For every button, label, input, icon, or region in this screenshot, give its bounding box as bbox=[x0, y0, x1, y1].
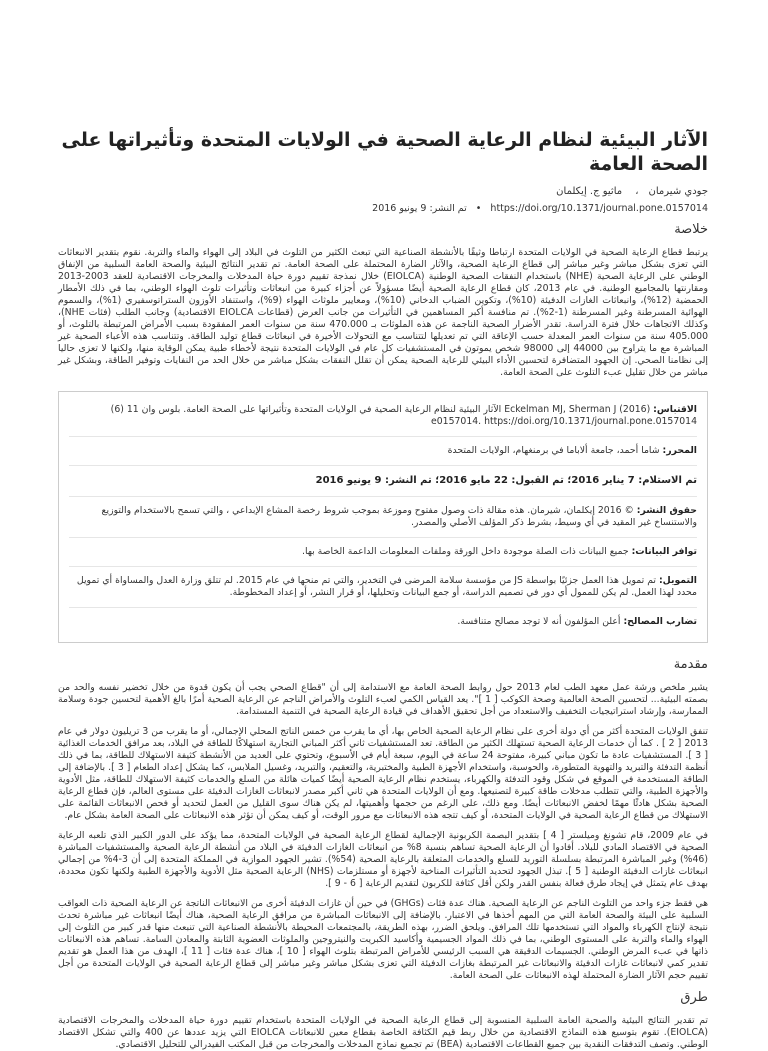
citation-row bbox=[69, 400, 697, 437]
abstract-text: يرتبط قطاع الرعاية الصحية في الولايات المتحدة ارتباطا وثيقًا بالأنشطة الصناعية التي تبعث الكثير من التلوث في البلاد إلى الهواء والماء والتربة. نقوم بتقدير الانبعاثات التي تعزى بشكل مباشر وغير مباشر إلى قطاع الرعاية الصحية، والآثار الضارة المحتملة على الصحة العامة. تم تقدير النتائج البيئية والصحة العامة السلبية من الإنفاق الوطني على الرعاية الصحية (NHE) باستخدام النفقات الصحية الوطنية (EIOLCA) خلال نمذجة تقييم دورة حياة المدخلات والمخرجات الاقتصادية للعقد 2003-2013 ومقارنتها بالمجاميع الوطنية. في عام 2013، كان قطاع الرعاية الصحية أيضًا مسؤولاً عن أجزاء كبيرة من انبعاثات وتأثيرات تلوث الهواء الوطني، بما في ذلك الأمطار الحمضية (12%)، وانبعاثات الغازات الدفيئة (10%)، وتكوين الضباب الدخاني (10%)، ومعايير ملوثات الهواء (9%)، واستنفاد الأوزون الستراتوسفيري (1%)، والسموم الهوائية المسرطنة وغير المسرطنة (1-2%). تم منافسة أكبر المساهمين في التأثيرات من جانب العرض (قطاعات EIOLCA الاقتصادية) وجانب الطلب (فئات NHE)، وكذلك الاتجاهات خلال فترة الدراسة. تقدر الأضرار الصحية الناجمة عن هذه الملوثات بـ 470.000 سنة من سنوات العمر المفقودة بسبب الأمراض المرتبطة بالتلوث، أو 405.000 سنة من سنوات العمر المعدلة حسب الإعاقة التي تم تعديلها لتتناسب مع التحولات الأخيرة في انبعاثات قطاع توليد الطاقة. وتتناسب هذه الأعباء الصحية غير المباشرة مع ما يتراوح بين 44000 إلى 98000 شخص يموتون في المستشفيات كل عام في الولايات المتحدة نتيجة لأخطاء طبية يمكن الوقاية منها، ولكنها لا تعزى حاليا إلى نظامنا الصحي. إن الجهود المتضافرة لتحسين الأداء البيئي للرعاية الصحية يمكن أن تقلل النفقات بشكل مباشر من خلال الحد من النفايات وتوفير الطاقة، وبشكل غير مباشر من خلال تقليل عبء التلوث على الصحة العامة. bbox=[58, 247, 708, 378]
funding-label: التمويل: bbox=[658, 575, 697, 586]
article-info-box bbox=[58, 391, 708, 643]
dates-row bbox=[69, 470, 697, 497]
introduction-paragraph: يشير ملخص ورشة عمل معهد الطب لعام 2013 حول روابط الصحة العامة مع الاستدامة إلى أن "قطاع الصحي يجب أن يكون قدوة من خلال تخضير نفسه والحد من بصمته البيئية... لتحسين الصحة العالمية وصحة الكوكب [ 1 ]". يعد القياس الكمي لعبء التلوث والأمراض الناجم عن الرعاية الصحية أمرًا بالغ الأهمية لتحسين جودة وسلامة الممارسة، وإرشاد استراتيجيات التخفيف والاستعداد من أجل تحقيق الأهداف في قيادة الرعاية الصحية في التنمية المستدامة. bbox=[58, 682, 708, 717]
copyright-text: © 2016 إيكلمان، شيرمان. هذه مقالة ذات وصول مفتوح وموزعة بموجب شروط رخصة المشاع الإبداعي ، والتي تسمح بالاستخدام والتوزيع والاستنساخ غير المقيد في أي وسيط، بشرط ذكر المؤلف الأصلي والمصدر. bbox=[101, 505, 697, 528]
citation-text: Eckelman MJ, Sherman J (2016) الآثار البيئية لنظام الرعاية الصحية في الولايات المتحدة وتأثيراتها على الصحة العامة. بلوس وان 11 (6) e0157014. https://doi.org/10.1371/journal.pone.0157014 bbox=[110, 404, 697, 427]
introduction-paragraph: تنفق الولايات المتحدة أكثر من أي دولة أخرى على نظام الرعاية الصحية الخاص بها، أي ما يقرب من خمس الناتج المحلي الإجمالي، أو ما يقرب من 3 تريليون دولار في عام 2013 [ 2 ] . كما أن خدمات الرعاية الصحية تستهلك الكثير من الطاقة. تعد المستشفيات ثاني أكثر المباني التجارية استهلاكًا للطاقة في البلاد، بعد مرافق الخدمات الغذائية [ 3 ]. المستشفيات عادة ما تكون مباني كبيرة، مفتوحة 24 ساعة في اليوم، سبعة أيام في الأسبوع، وتحتوي على العديد من الأنشطة كثيفة الاستهلاك للطاقة، بما في ذلك أنظمة التدفئة والتبريد والتهوية المتطورة، والحوسبة، واستخدام الأجهزة الطبية والمختبرية، والتعقيم، والتبريد، وغسيل الملابس، كما يشكل إعداد الطعام [ 3 ]. بالإضافة إلى الطاقة المستخدمة في الموقع في شكل وقود التدفئة والكهرباء، يستخدم نظام الرعاية الصحية أيضًا كميات هائلة من السلع والخدمات كثيفة الاستهلاك للطاقة، مثل الأدوية والأجهزة الطبية، والتي تتطلب مدخلات طاقة كبيرة لتصنيعها. ومع أن الولايات المتحدة هي ثاني أكبر مصدر لانبعاثات الغازات الدفيئة على مستوى العالم، فإن قطاع الرعاية الصحية بشكل هادئًا مهمًا لخفض الانبعاثات أيضًا. ومع ذلك، على الرغم من حجمها وأهميتها، لم يكن هناك سوى القليل من العمل لتحديد أو فحص الانبعاثات القائمة على الاستهلاك من قطاع الرعاية الصحية في الولايات المتحدة، أو كيف تتجه هذه الانبعاثات مع مرور الوقت، أو كيف يمكن أن تؤثر هذه الانبعاثات على الصحة العامة بشكل عام. bbox=[58, 726, 708, 821]
author-link[interactable]: ماثيو ج. إيكلمان bbox=[556, 186, 623, 197]
author-list bbox=[58, 186, 708, 197]
data-availability-row bbox=[69, 542, 697, 567]
introduction-paragraph: في عام 2009، قام تشونغ وميلستر [ 4 ] بتقدير البصمة الكربونية الإجمالية لقطاع الرعاية الصحية في الولايات المتحدة، مما يؤكد على الدور الكبير الذي تلعبه الرعاية الصحية في الاقتصاد المادي للبلاد. أفادوا أن الرعاية الصحية تساهم بنسبة 8% من انبعاثات الغازات الدفيئة في البلاد من أنشطة الرعاية الصحية والمستشفيات المباشرة (46%) وغير المباشرة المرتبطة بسلسلة التوريد للسلع والخدمات المتعلقة بالرعاية الصحية (54%). تشير الجهود الموازية في المملكة المتحدة إلى أن 3-4% من إجمالي انبعاثات غازات الدفيئة الوطنية [ 5 ]. تبذل الجهود لتحديد التأثيرات المناخية لأجهزة أو مستلزمات (NHS) الرعاية الصحية مثل الأدوية والأجهزة الطبية ولكنها تكون محددة، بهدف عام يتمثل في إيجاد طرق فعالة بنفس القدر ولكن أقل كثافة للكربون لتقديم الرعاية [ 6 - 9 ]. bbox=[58, 830, 708, 889]
introduction-paragraph: هي فقط جزء واحد من التلوث الناجم عن الرعاية الصحية. هناك عدة فئات (GHGs) في حين أن غازات الدفيئة أخرى من الانبعاثات الناتجة عن الرعاية الصحية ذات العواقب السلبية على البيئة والصحة العامة التي من المهم أخذها في الاعتبار. بالإضافة إلى الانبعاثات المباشرة من مرافق الرعاية الصحية، هناك أيضًا انبعاثات غير مباشرة تحدث نتيجة لإنتاج الكهرباء والمواد التي تستخدمها تلك المرافق. ويلحق الضرر، بهذه الطريقة، بالمجتمعات المحيطة بالأنشطة الصناعية التي تنبعث منها قدر كبير من التلوث إلى الهواء والماء والتربة على المستوى الوطني، بما في ذلك المواد الجسيمية وأكاسيد الكبريت والنيتروجين والملوثات العضوية الثابتة والمعادن السامة. تساهم هذه الانبعاثات ذاتها في عبء المرض الوطني. الجسيمات الدقيقة هي السبب الرئيسي للأمراض المرتبطة بتلوث الهواء [ 10 ]، هناك عدة فئات [ 11 ]، الهدف من هذا العمل هو تقديم تقدير كمي لانبعاثات غازات الدفيئة والانبعاثات غير المرتبطة بغازات الدفيئة التي تعزى بشكل مباشر وغير مباشر إلى قطاع الرعاية الصحية في الولايات المتحدة من أجل تقييم حجم الآثار الضارة المحتملة لهذه الانبعاثات على الصحة العامة. bbox=[58, 898, 709, 981]
copyright-label: حقوق النشر: bbox=[636, 505, 697, 516]
meta-separator: • bbox=[475, 203, 482, 214]
data-availability-label: توافر البيانات: bbox=[631, 546, 697, 557]
article-meta bbox=[58, 203, 708, 214]
introduction-heading: مقدمة bbox=[673, 657, 708, 672]
author-link[interactable]: جودي شيرمان bbox=[648, 186, 708, 197]
competing-interests-label: تضارب المصالح: bbox=[623, 616, 697, 627]
competing-interests-row bbox=[69, 612, 697, 636]
dates-text: تم الاستلام: 7 يناير 2016؛ تم القبول: 22 مايو 2016؛ تم النشر: 9 يونيو 2016 bbox=[315, 475, 697, 486]
editor-text: شاما أحمد، جامعة ألاباما في برمنغهام، الولايات المتحدة bbox=[447, 445, 660, 456]
article-title: الآثار البيئية لنظام الرعاية الصحية في الولايات المتحدة وتأثيراتها على الصحة العامة bbox=[61, 129, 708, 175]
author-separator: ، bbox=[635, 186, 639, 197]
data-availability-text: جميع البيانات ذات الصلة موجودة داخل الورقة وملفات المعلومات الداعمة الخاصة بها. bbox=[302, 546, 629, 557]
methods-heading: طرق bbox=[680, 990, 708, 1005]
editor-label: المحرر: bbox=[662, 445, 697, 456]
funding-row bbox=[69, 571, 697, 608]
funding-text: تم تمويل هذا العمل جزئيًا بواسطة JS من مؤسسة سلامة المرضى في التخدير، والتي تم منحها في عام 2015. لم تتلق وزارة العدل والمساواة أي تمويل محدد لهذا العمل. لم يكن للممول أي دور في تصميم الدراسة، أو جمع البيانات وتحليلها، أو قرار النشر، أو إعداد المخطوطة. bbox=[76, 575, 697, 598]
doi-link[interactable]: https://doi.org/10.1371/journal.pone.0157014 bbox=[490, 203, 708, 214]
citation-label: الاقتباس: bbox=[653, 404, 697, 415]
methods-paragraph: تم تقدير النتائج البيئية والصحية العامة السلبية المنسوبة إلى قطاع الرعاية الصحية في الولايات المتحدة باستخدام تقييم دورة حياة المدخلات والمخرجات الاقتصادية (EIOLCA). تقوم بتوسيع هذه النماذج الاقتصادية من خلال ربط قيم الكثافة الخاصة بقطاع معين للانبعاثات EIOLCA التي يزيد عددها عن 400 والتي تشكل الاقتصاد الوطني. وتصف التدفقات النقدية بين جميع القطاعات الاقتصادية (BEA) تم تجميع نماذج المدخلات والمخرجات من قبل المكتب الفيدرالي للتحليل الاقتصادي. bbox=[58, 1015, 708, 1050]
abstract-heading: خلاصة bbox=[674, 222, 708, 237]
editor-row bbox=[69, 441, 697, 466]
copyright-row bbox=[69, 501, 697, 538]
published-date: تم النشر: 9 يونيو 2016 bbox=[372, 203, 467, 214]
competing-interests-text: أعلن المؤلفون أنه لا توجد مصالح متنافسة. bbox=[457, 616, 621, 627]
